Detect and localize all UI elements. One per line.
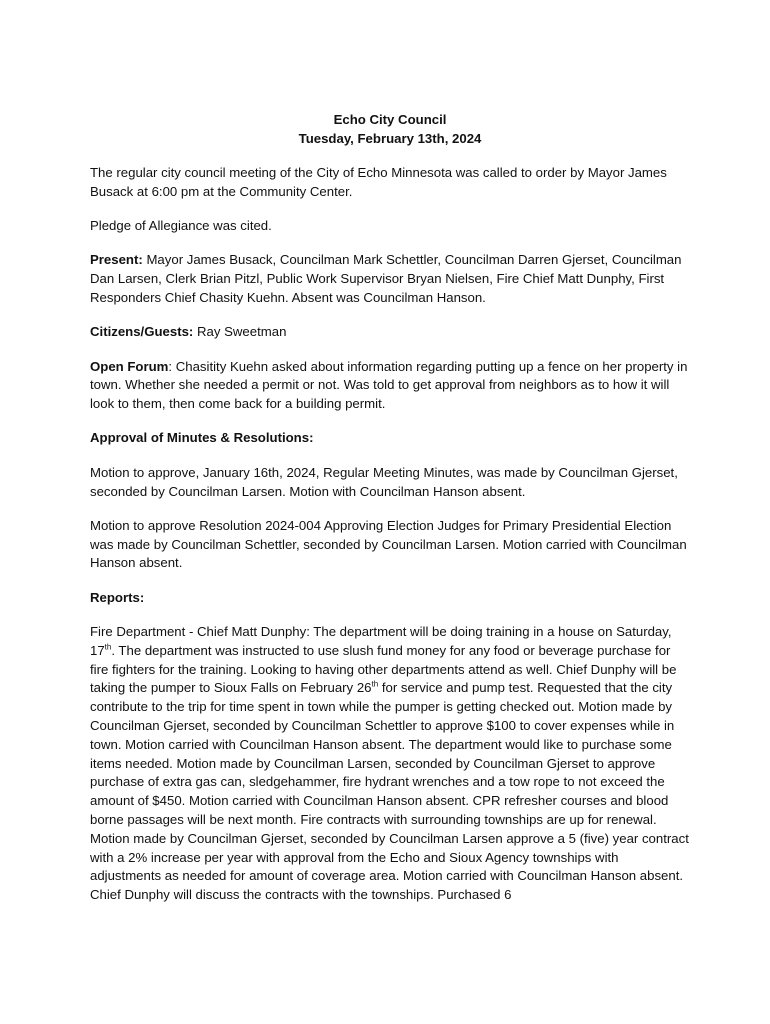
fire-department-report — [90, 623, 690, 905]
fire-report-sup2: th — [371, 680, 379, 690]
pledge-paragraph: Pledge of Allegiance was cited. — [90, 218, 272, 234]
present-label: Present: — [90, 252, 143, 268]
guests-label: Citizens/Guests: — [90, 324, 194, 340]
open-forum-paragraph — [90, 358, 690, 414]
minutes-page — [90, 110, 690, 921]
council-name: Echo City Council — [333, 112, 447, 127]
present-paragraph — [90, 251, 690, 307]
motion-minutes-paragraph: Motion to approve, January 16th, 2024, Regular Meeting Minutes, was made by Councilman Gjerset, seconded by Councilman Larsen. Motion with Councilman Hanson absent. — [90, 464, 678, 499]
guests-paragraph — [90, 323, 690, 342]
motion-resolution-paragraph: Motion to approve Resolution 2024-004 Approving Election Judges for Primary Presidential Election was made by Councilman Schettler, seconded by Councilman Larsen. Motion carried with Councilman Hanson absent. — [90, 517, 687, 571]
meeting-date: Tuesday, February 13th, 2024 — [298, 131, 482, 146]
fire-report-sup1: th — [104, 642, 112, 652]
approval-heading: Approval of Minutes & Resolutions: — [90, 430, 314, 446]
open-forum-text: : Chasitity Kuehn asked about information regarding putting up a fence on her property in town. Whether she needed a permit or not. Was told to get approval from neighbors as to how it will look to them, then come back for a building permit. — [90, 358, 688, 412]
fire-report-part1: Fire Department - Chief Matt Dunphy: The department will be doing training in a house on Saturday, 17 — [90, 624, 672, 658]
guests-text: Ray Sweetman — [193, 324, 287, 340]
present-text: Mayor James Busack, Councilman Mark Schettler, Councilman Darren Gjerset, Councilman Dan Larsen, Clerk Brian Pitzl, Public Work Supervisor Bryan Nielsen, Fire Chief Matt Dunphy, First Responders Chief Chasity Kuehn. Absent was Councilman Hanson. — [90, 252, 682, 305]
fire-report-part2: . The department was instructed to use slush fund money for any food or beverage purchase for fire fighters for the training. Looking to having other departments attend as well. Chief Dunphy will be taking the pumper to Sioux Falls on February 26 — [90, 642, 677, 696]
open-forum-label: Open Forum — [90, 358, 169, 374]
document-header — [90, 110, 690, 148]
call-to-order-paragraph: The regular city council meeting of the City of Echo Minnesota was called to order by Mayor James Busack at 6:00 pm at the Community Center. — [90, 165, 667, 199]
fire-report-part3: for service and pump test. Requested that the city contribute to the trip for time spent in town while the pumper is getting checked out. Motion made by Councilman Gjerset, seconded by Councilman Schettler to approve $100 to cover expenses while in town. Motion carried with Councilman Hanson absent. The department would like to purchase some items needed. Motion made by Councilman Larsen, seconded by Councilman Gjerset to approve purchase of extra gas can, sledgehammer, fire hydrant wrenches and a tow rope to not exceed the amount of $450. Motion carried with Councilman Hanson absent. CPR refresher courses and blood borne passages will be next month. Fire contracts with surrounding townships are up for renewal. Motion made by Councilman Gjerset, seconded by Councilman Larsen approve a 5 (five) year contract with a 2% increase per year with approval from the Echo and Sioux Agency townships with adjustments as needed for amount of coverage area. Motion carried with Councilman Hanson absent. Chief Dunphy will discuss the contracts with the townships. Purchased 6 — [90, 680, 689, 903]
reports-heading: Reports: — [90, 589, 145, 605]
